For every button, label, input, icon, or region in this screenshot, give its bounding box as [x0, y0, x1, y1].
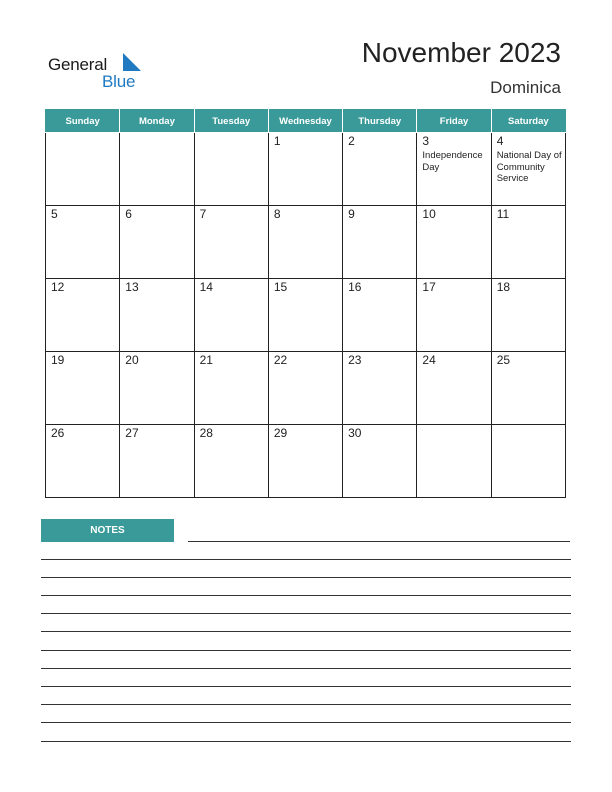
- notes-line: [41, 595, 571, 596]
- day-cell: [268, 425, 342, 498]
- day-cell: [268, 206, 342, 279]
- day-cell: [417, 206, 491, 279]
- weekday-header: Saturday: [491, 110, 565, 133]
- week-row: [46, 352, 566, 425]
- week-row: [46, 206, 566, 279]
- day-number: 17: [422, 280, 436, 294]
- holiday-label: National Day of Community Service: [496, 150, 562, 184]
- holiday-label: Independence Day: [422, 150, 483, 173]
- week-row: [46, 425, 566, 498]
- notes-line: [41, 559, 571, 560]
- day-cell: [46, 425, 120, 498]
- day-number: 13: [125, 280, 139, 294]
- day-cell: [491, 279, 565, 352]
- notes-line: [41, 686, 571, 687]
- day-number: 8: [273, 207, 281, 221]
- day-cell: [46, 279, 120, 352]
- day-cell: [491, 133, 565, 206]
- day-cell: [120, 279, 194, 352]
- notes-line: [41, 631, 571, 632]
- day-cell: [343, 352, 417, 425]
- day-cell: [194, 206, 268, 279]
- day-cell: [343, 133, 417, 206]
- day-cell: [46, 133, 120, 206]
- day-number: 5: [51, 207, 58, 221]
- weekday-header: Tuesday: [194, 110, 268, 133]
- day-number: 19: [51, 353, 65, 367]
- day-cell: [417, 279, 491, 352]
- notes-line: [41, 650, 571, 651]
- day-cell: [343, 206, 417, 279]
- notes-line: [188, 541, 570, 542]
- day-number: 10: [422, 207, 436, 221]
- day-cell: [46, 352, 120, 425]
- day-number: 22: [273, 353, 288, 367]
- notes-line: [41, 577, 571, 578]
- day-number: 26: [51, 426, 65, 440]
- day-number: 15: [273, 280, 288, 294]
- day-cell: [194, 352, 268, 425]
- notes-line: [41, 741, 571, 742]
- day-number: 30: [348, 426, 362, 440]
- day-number: 28: [199, 426, 213, 440]
- day-cell: [194, 425, 268, 498]
- weekday-header: Wednesday: [268, 110, 342, 133]
- day-cell: [417, 352, 491, 425]
- logo-triangle-icon: [123, 53, 141, 71]
- day-cell: [194, 279, 268, 352]
- logo: [48, 52, 148, 92]
- day-number: 27: [125, 426, 139, 440]
- day-cell: [120, 206, 194, 279]
- day-cell: [120, 425, 194, 498]
- weekday-header-row: [46, 110, 566, 133]
- day-number: 11: [496, 207, 510, 221]
- logo-text-blue: Blue: [102, 72, 136, 91]
- day-cell: [120, 352, 194, 425]
- day-cell: [491, 352, 565, 425]
- notes-header: NOTES: [41, 519, 174, 542]
- day-cell: [417, 133, 491, 206]
- notes-line: [41, 613, 571, 614]
- day-number: 12: [51, 280, 65, 294]
- day-number: 7: [199, 207, 207, 221]
- day-cell: [491, 206, 565, 279]
- day-cell: [491, 425, 565, 498]
- weekday-header: Friday: [417, 110, 491, 133]
- day-number: 1: [273, 134, 281, 148]
- day-number: 21: [199, 353, 213, 367]
- logo-text-general: General: [48, 55, 108, 74]
- notes-line: [41, 722, 571, 723]
- day-cell: [46, 206, 120, 279]
- day-number: 9: [348, 207, 355, 221]
- day-number: 14: [199, 280, 213, 294]
- day-number: 3: [422, 134, 430, 148]
- week-row: [46, 133, 566, 206]
- calendar-grid: [45, 109, 566, 498]
- day-number: 4: [496, 134, 504, 148]
- weekday-header: Thursday: [343, 110, 417, 133]
- day-number: 6: [125, 207, 132, 221]
- week-row: [46, 279, 566, 352]
- day-cell: [120, 133, 194, 206]
- day-cell: [417, 425, 491, 498]
- day-cell: [343, 279, 417, 352]
- page-title: November 2023: [361, 37, 561, 68]
- weekday-header: Monday: [120, 110, 194, 133]
- day-number: 23: [348, 353, 362, 367]
- day-cell: [194, 133, 268, 206]
- day-number: 29: [273, 426, 288, 440]
- country-name: Dominica: [490, 78, 561, 97]
- day-number: 18: [496, 280, 511, 294]
- day-cell: [268, 133, 342, 206]
- notes-line: [41, 704, 571, 705]
- day-cell: [343, 425, 417, 498]
- day-number: 20: [125, 353, 139, 367]
- day-number: 16: [348, 280, 362, 294]
- day-number: 25: [496, 353, 511, 367]
- day-number: 24: [422, 353, 436, 367]
- weekday-header: Sunday: [46, 110, 120, 133]
- notes-line: [41, 668, 571, 669]
- day-cell: [268, 279, 342, 352]
- day-number: 2: [348, 134, 355, 148]
- day-cell: [268, 352, 342, 425]
